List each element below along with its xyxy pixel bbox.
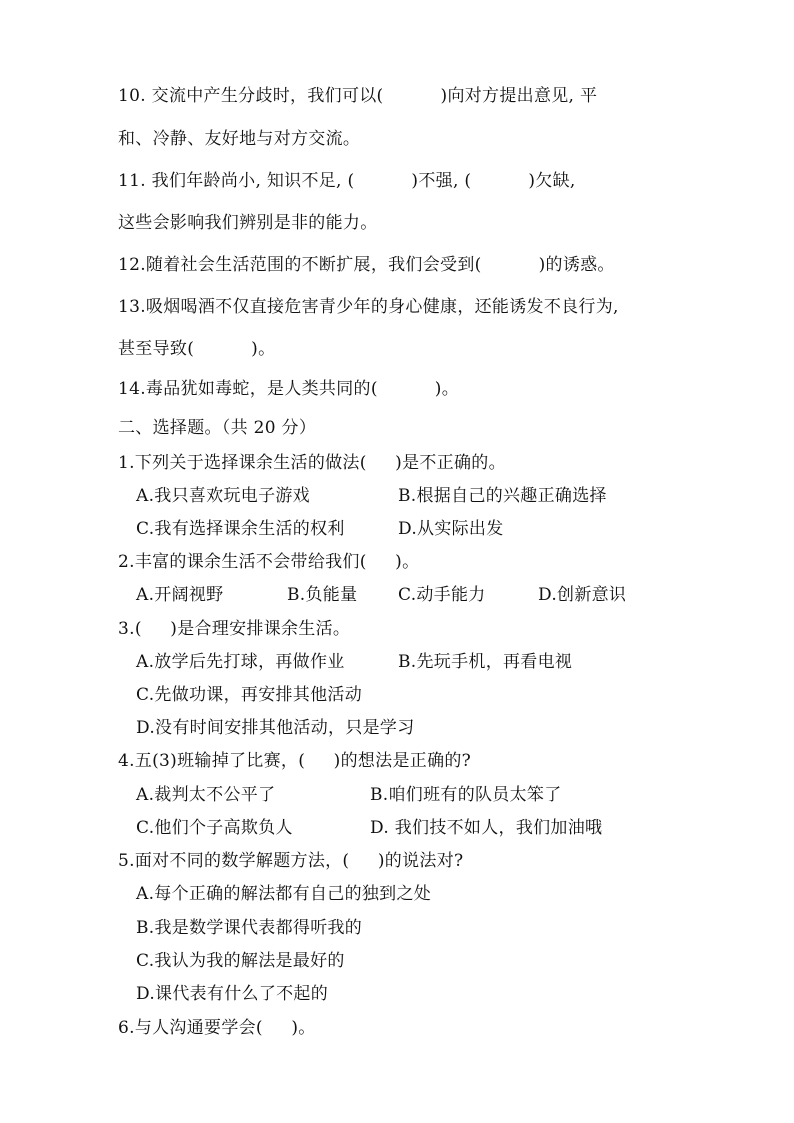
choice-q5-option-a: A.每个正确的解法都有自己的独到之处 [136,884,432,904]
choice-q6-stem: 6.与人沟通要学会( )。 [118,1018,316,1038]
section2-heading: 二、选择题。（共 20 分） [118,418,317,438]
choice-q3-option-c: C.先做功课，再安排其他活动 [136,685,363,705]
choice-q5-option-b: B.我是数学课代表都得听我的 [136,918,363,938]
choice-q2-option-d: D.创新意识 [538,585,627,605]
choice-q5-option-c: C.我认为我的解法是最好的 [136,951,345,971]
choice-q1-option-b: B.根据自己的兴趣正确选择 [398,486,607,506]
choice-q4-option-d: D. 我们技不如人，我们加油哦 [370,818,603,838]
choice-q1-option-c: C.我有选择课余生活的权利 [136,519,345,539]
q13-line1: 13.吸烟喝酒不仅直接危害青少年的身心健康，还能诱发不良行为, [118,297,619,317]
choice-q2-option-a: A.开阔视野 [136,585,224,605]
choice-q5-option-d: D.课代表有什么了不起的 [136,984,329,1004]
q13-line2: 甚至导致( )。 [118,339,276,359]
choice-q3-option-a: A.放学后先打球，再做作业 [136,652,345,672]
choice-q5-stem: 5.面对不同的数学解题方法，( )的说法对? [118,851,464,871]
choice-q4-stem: 4.五(3)班输掉了比赛，( )的想法是正确的? [118,751,472,771]
choice-q2-stem: 2.丰富的课余生活不会带给我们( )。 [118,552,420,572]
choice-q4-option-b: B.咱们班有的队员太笨了 [370,785,562,805]
q12-line1: 12.随着社会生活范围的不断扩展，我们会受到( )的诱惑。 [118,255,615,275]
choice-q2-option-b: B.负能量 [287,585,358,605]
choice-q3-option-b: B.先玩手机，再看电视 [398,652,573,672]
choice-q1-option-d: D.从实际出发 [398,519,504,539]
choice-q2-option-c: C.动手能力 [398,585,486,605]
choice-q4-option-a: A.裁判太不公平了 [136,785,276,805]
q11-line1: 11. 我们年龄尚小, 知识不足, ( )不强, ( )欠缺, [118,171,576,191]
choice-q3-stem: 3.( )是合理安排课余生活。 [118,619,351,639]
choice-q1-stem: 1.下列关于选择课余生活的做法( )是不正确的。 [118,453,506,473]
q10-line2: 和、冷静、友好地与对方交流。 [118,129,361,149]
choice-q4-option-c: C.他们个子高欺负人 [136,818,293,838]
q11-line2: 这些会影响我们辨别是非的能力。 [118,213,378,233]
choice-q3-option-d: D.没有时间安排其他活动，只是学习 [136,718,415,738]
choice-q1-option-a: A.我只喜欢玩电子游戏 [136,486,310,506]
q10-line1: 10. 交流中产生分歧时，我们可以( )向对方提出意见, 平 [118,86,598,106]
q14-line1: 14.毒品犹如毒蛇，是人类共同的( )。 [118,379,460,399]
